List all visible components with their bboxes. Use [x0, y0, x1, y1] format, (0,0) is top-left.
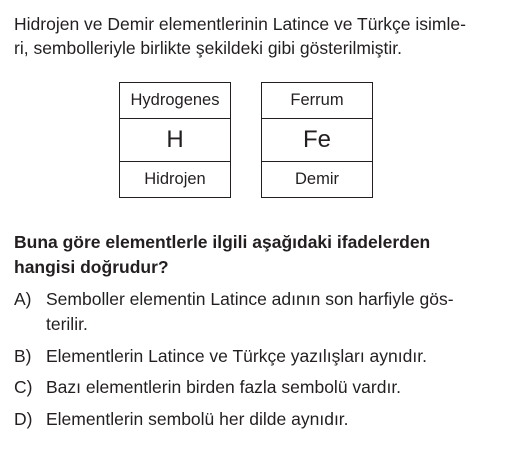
option-d[interactable]	[14, 407, 519, 432]
question-line-2: hangisi doğrudur?	[14, 257, 169, 277]
latin-name: Hydrogenes	[120, 83, 230, 119]
option-c[interactable]	[14, 375, 519, 407]
answer-options	[14, 287, 519, 432]
option-b[interactable]	[14, 344, 519, 375]
element-card-iron	[261, 82, 373, 198]
option-letter: A)	[14, 289, 32, 309]
option-letter: C)	[14, 377, 33, 397]
question-text	[14, 230, 519, 280]
element-card-hydrogen	[119, 82, 231, 198]
option-text-line-2: terilir.	[46, 314, 88, 334]
turkish-name: Hidrojen	[144, 169, 206, 188]
question-line-1: Buna göre elementlerle ilgili aşağıdaki ifadelerden	[14, 232, 431, 252]
turkish-name: Demir	[295, 169, 339, 188]
intro-line-2: ri, sembolleriyle birlikte şekildeki gibi gösterilmiştir.	[14, 38, 403, 58]
intro-line-1: Hidrojen ve Demir elementlerinin Latince ve Türkçe isimle-	[14, 14, 466, 34]
option-text-line-1: Semboller elementin Latince adının son harfiyle gös-	[46, 289, 454, 309]
element-symbol: H	[120, 119, 230, 162]
element-symbol: Fe	[262, 119, 372, 162]
option-letter: D)	[14, 409, 33, 429]
option-text: Bazı elementlerin birden fazla sembolü vardır.	[46, 377, 402, 397]
option-text	[46, 287, 519, 344]
option-letter: B)	[14, 346, 32, 366]
latin-name: Ferrum	[262, 83, 372, 119]
intro-text	[14, 12, 519, 60]
option-text: Elementlerin sembolü her dilde aynıdır.	[46, 409, 349, 429]
option-a[interactable]	[14, 287, 519, 344]
option-text: Elementlerin Latince ve Türkçe yazılışları aynıdır.	[46, 346, 427, 366]
